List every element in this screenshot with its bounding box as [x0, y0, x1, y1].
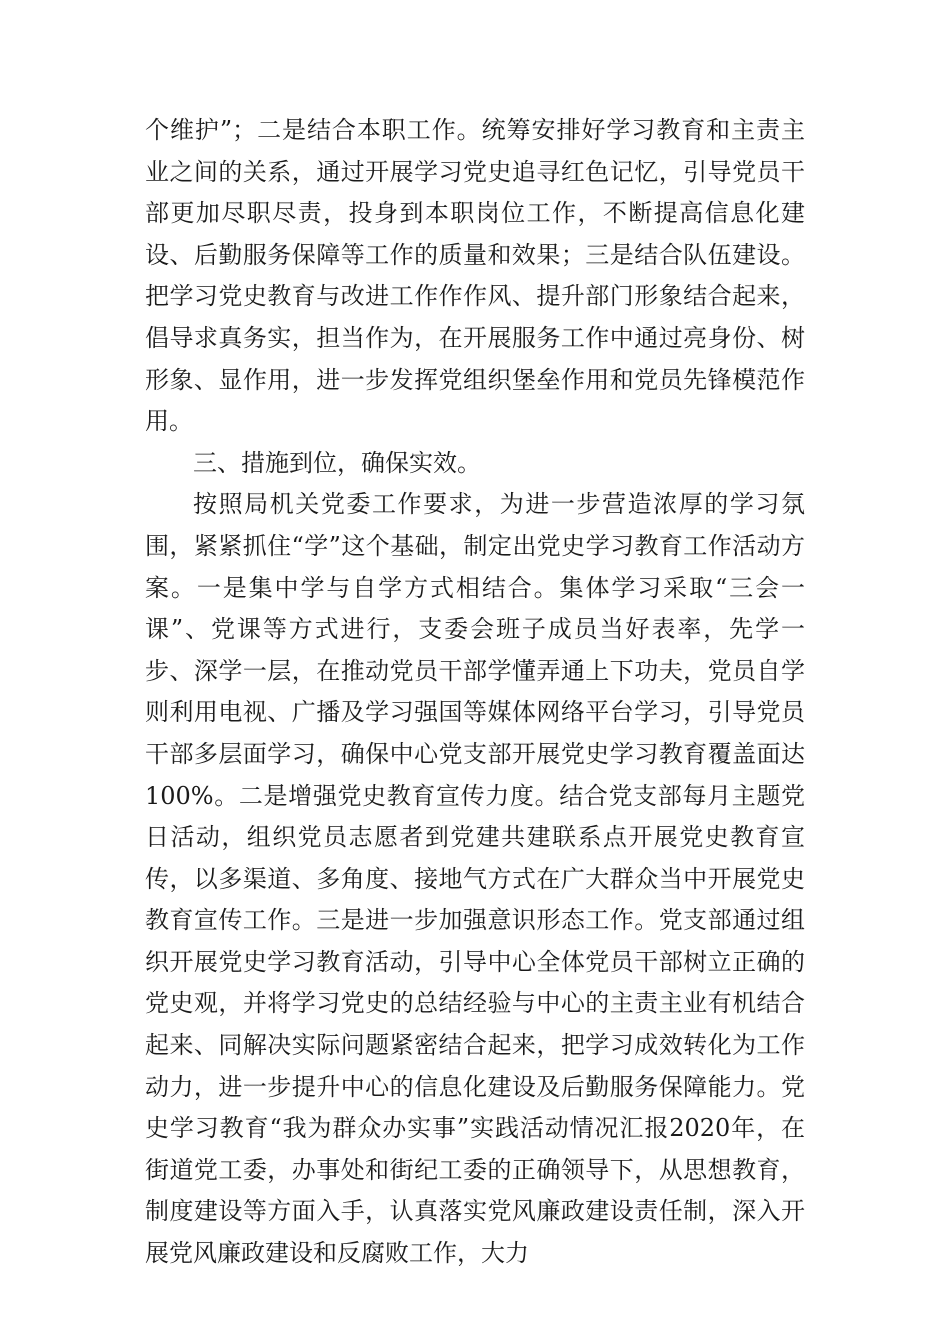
section-heading-three: 三、措施到位，确保实效。	[193, 448, 481, 477]
paragraph-measures: 按照局机关党委工作要求，为进一步营造浓厚的学习氛围，紧紧抓住“学”这个基础，制定出党史学习教育工作活动方案。一是集中学与自学方式相结合。集体学习采取“三会一课”、党课等方式进行，支委会班子成员当好表率，先学一步、深学一层，在推动党员干部学懂弄通上下功夫，党员自学则利用电视、广播及学习强国等媒体网络平台学习，引导党员干部多层面学习，确保中心党支部开展党史学习教育覆盖面达100%。二是增强党史教育宣传力度。结合党支部每月主题党日活动，组织党员志愿者到党建共建联系点开展党史教育宣传，以多渠道、多角度、接地气方式在广大群众当中开展党史教育宣传工作。三是进一步加强意识形态工作。党支部通过组织开展党史学习教育活动，引导中心全体党员干部树立正确的党史观，并将学习党史的总结经验与中心的主责主业有机结合起来、同解决实际问题紧密结合起来，把学习成效转化为工作动力，进一步提升中心的信息化建设及后勤服务保障能力。党史学习教育“我为群众办实事”实践活动情况汇报2020年，在街道党工委，办事处和街纪工委的正确领导下，从思想教育，制度建设等方面入手，认真落实党风廉政建设责任制，深入开展党风廉政建设和反腐败工作，大力	[145, 490, 805, 1268]
document-body	[145, 110, 805, 1275]
paragraph-continuation: 个维护”；二是结合本职工作。统筹安排好学习教育和主责主业之间的关系，通过开展学习党史追寻红色记忆，引导党员干部更加尽职尽责，投身到本职岗位工作，不断提高信息化建设、后勤服务保障等工作的质量和效果；三是结合队伍建设。把学习党史教育与改进工作作作风、提升部门形象结合起来，倡导求真务实，担当作为，在开展服务工作中通过亮身份、树形象、显作用，进一步发挥党组织堡垒作用和党员先锋模范作用。	[145, 116, 805, 436]
